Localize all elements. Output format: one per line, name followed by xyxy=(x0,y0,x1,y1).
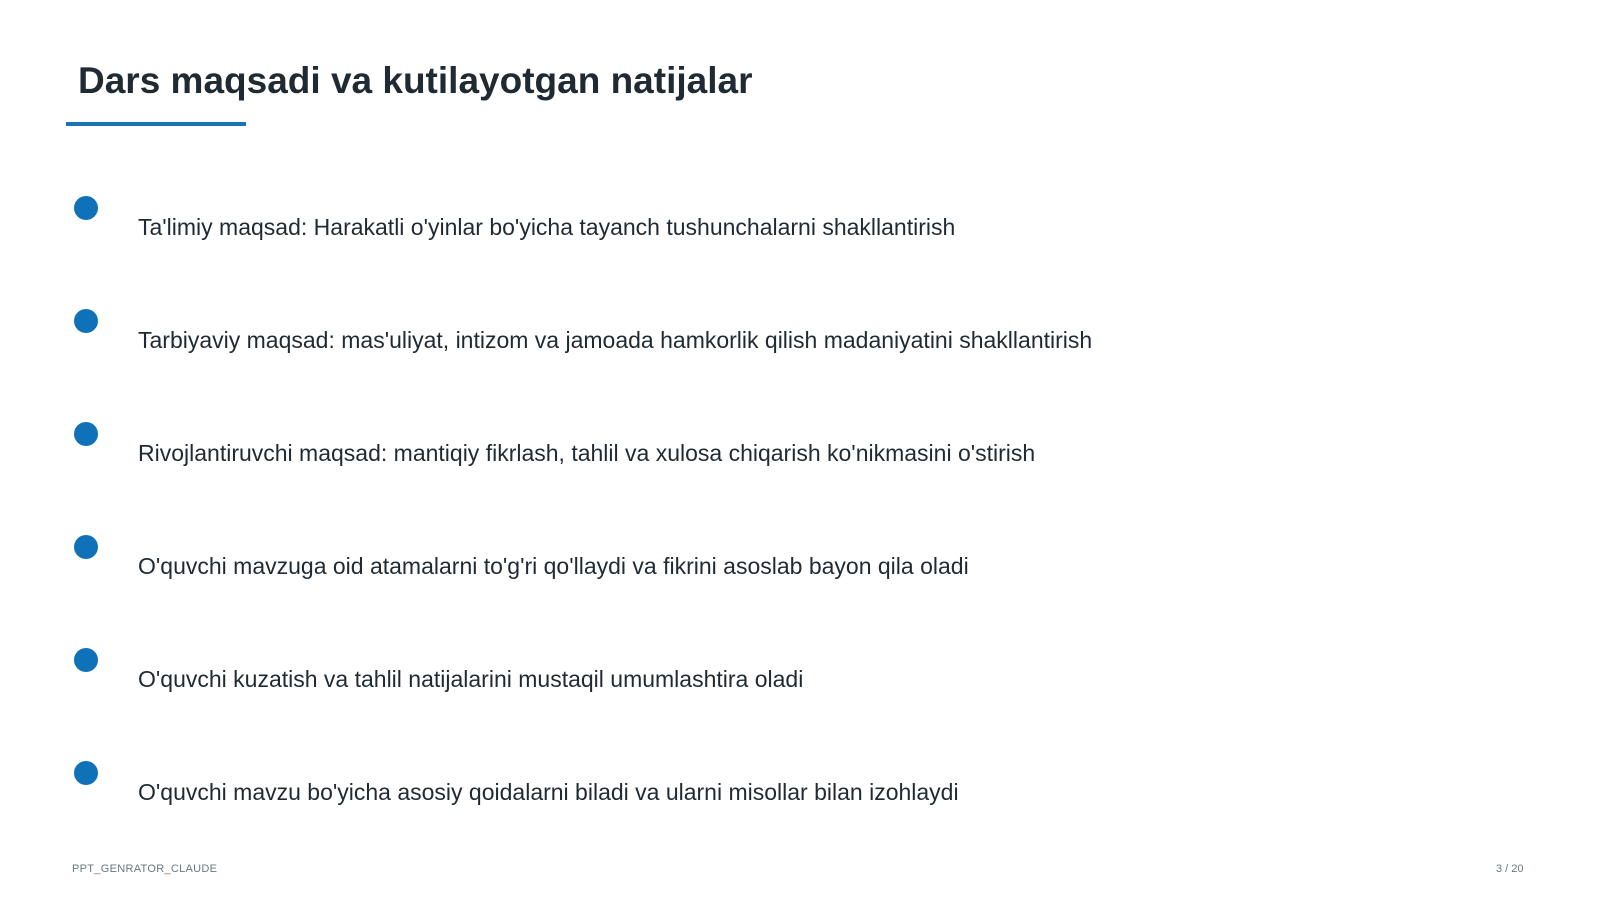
bullet-dot-icon xyxy=(74,422,98,446)
page-indicator: 3 / 20 xyxy=(1496,863,1524,875)
bullet-text: Ta'limiy maqsad: Harakatli o'yinlar bo'yicha tayanch tushunchalarni shakllantirish xyxy=(138,214,956,240)
bullet-item-5 xyxy=(0,648,1500,708)
title-underline xyxy=(66,122,246,126)
bullet-item-3 xyxy=(0,422,1500,482)
bullet-dot-icon xyxy=(74,648,98,672)
bullet-text: O'quvchi kuzatish va tahlil natijalarini mustaqil umumlashtira oladi xyxy=(138,666,804,692)
bullet-dot-icon xyxy=(74,761,98,785)
bullet-text: Rivojlantiruvchi maqsad: mantiqiy fikrlash, tahlil va xulosa chiqarish ko'nikmasini o'stirish xyxy=(138,440,1036,466)
bullet-text: O'quvchi mavzu bo'yicha asosiy qoidalarni biladi va ularni misollar bilan izohlaydi xyxy=(138,779,959,805)
bullet-item-6 xyxy=(0,761,1500,821)
bullet-dot-icon xyxy=(74,196,98,220)
bullet-text: O'quvchi mavzuga oid atamalarni to'g'ri qo'llaydi va fikrini asoslab bayon qila oladi xyxy=(138,553,969,579)
bullet-text: Tarbiyaviy maqsad: mas'uliyat, intizom va jamoada hamkorlik qilish madaniyatini shakllantirish xyxy=(138,327,1093,353)
bullet-dot-icon xyxy=(74,309,98,333)
bullet-item-1 xyxy=(0,196,1500,256)
footer-generator-label: PPT_GENRATOR_CLAUDE xyxy=(72,863,218,875)
slide-title: Dars maqsadi va kutilayotgan natijalar xyxy=(78,60,753,101)
bullet-item-4 xyxy=(0,535,1500,595)
bullet-dot-icon xyxy=(74,535,98,559)
bullet-item-2 xyxy=(0,309,1500,369)
